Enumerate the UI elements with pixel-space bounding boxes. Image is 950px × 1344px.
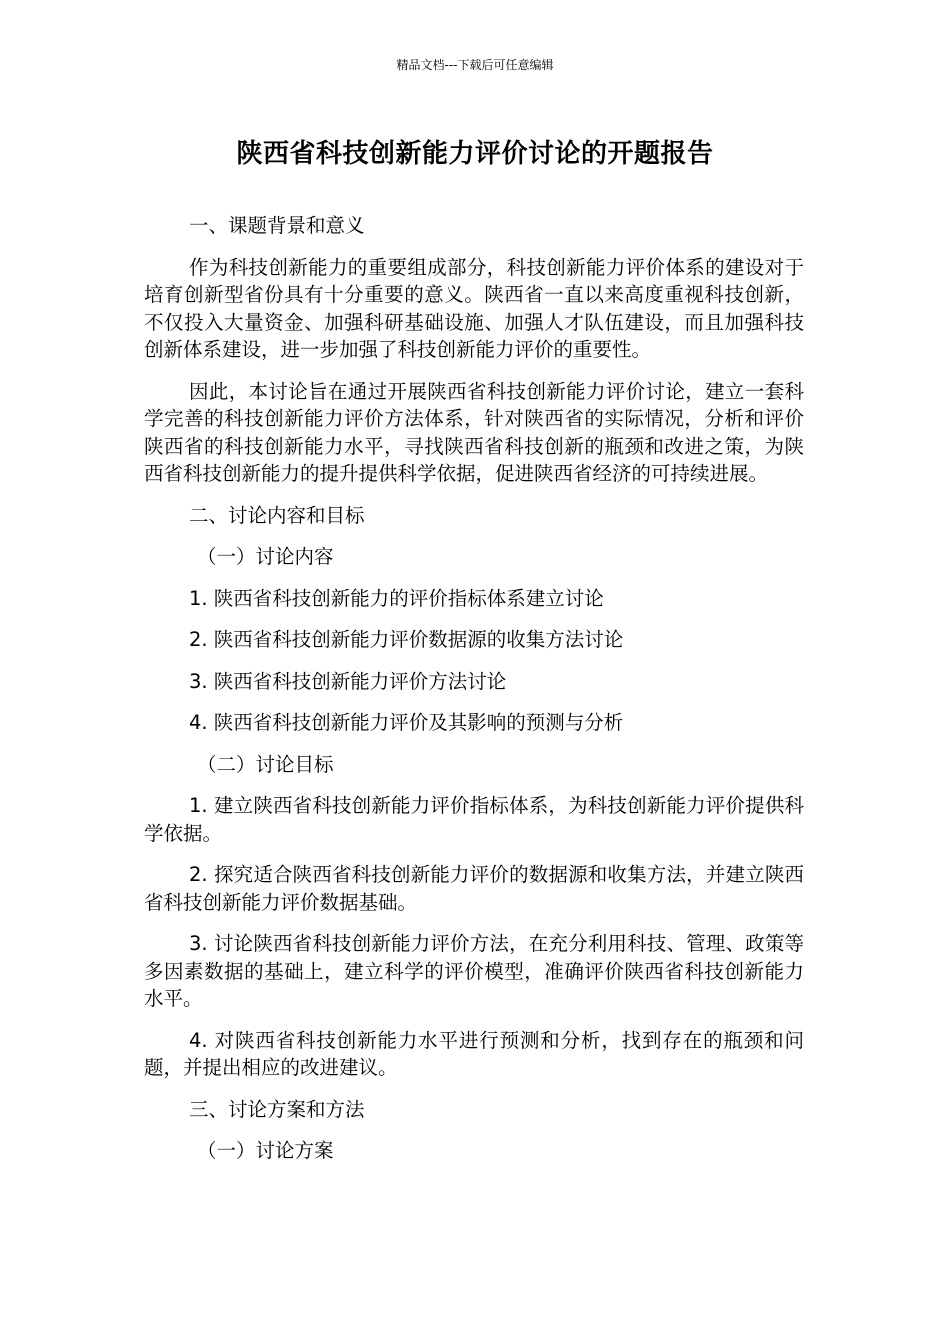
header-note: 精品文档---下载后可任意编辑 xyxy=(396,58,554,72)
section-heading-content-goals: 二、讨论内容和目标 xyxy=(189,503,365,527)
goal-item-1: 1. 建立陕西省科技创新能力评价指标体系，为科技创新能力评价提供科学依据。 xyxy=(144,794,804,845)
paragraph-background-1: 作为科技创新能力的重要组成部分，科技创新能力评价体系的建设对于培育创新型省份具有十分重要的意义。陕西省一直以来高度重视科技创新，不仅投入大量资金、加强科研基础设施、加强人才队伍建设，而且加强科技创新体系建设，进一步加强了科技创新能力评价的重要性。 xyxy=(144,255,804,361)
goal-item-4: 4. 对陕西省科技创新能力水平进行预测和分析，找到存在的瓶颈和问题，并提出相应的改进建议。 xyxy=(144,1028,804,1079)
content-item-3: 3. 陕西省科技创新能力评价方法讨论 xyxy=(189,669,507,693)
paragraph-background-2: 因此，本讨论旨在通过开展陕西省科技创新能力评价讨论，建立一套科学完善的科技创新能力评价方法体系，针对陕西省的实际情况，分析和评价陕西省的科技创新能力水平，寻找陕西省科技创新的瓶颈和改进之策，为陕西省科技创新能力的提升提供科学依据，促进陕西省经济的可持续进展。 xyxy=(144,379,804,485)
content-item-4: 4. 陕西省科技创新能力评价及其影响的预测与分析 xyxy=(189,711,624,734)
section-heading-plan-methods: 三、讨论方案和方法 xyxy=(189,1097,365,1121)
subheading-plan: （一）讨论方案 xyxy=(197,1139,334,1162)
content-item-2: 2. 陕西省科技创新能力评价数据源的收集方法讨论 xyxy=(189,628,624,651)
document-title: 陕西省科技创新能力评价讨论的开题报告 xyxy=(236,139,714,169)
goal-item-3: 3. 讨论陕西省科技创新能力评价方法，在充分利用科技、管理、政策等多因素数据的基础上，建立科学的评价模型，准确评价陕西省科技创新能力水平。 xyxy=(144,932,804,1010)
section-heading-background: 一、课题背景和意义 xyxy=(189,214,365,237)
document-body xyxy=(144,212,804,1179)
subheading-content: （一）讨论内容 xyxy=(197,545,334,568)
subheading-goals: （二）讨论目标 xyxy=(197,752,334,776)
content-item-1: 1. 陕西省科技创新能力的评价指标体系建立讨论 xyxy=(189,586,604,610)
goal-item-2: 2. 探究适合陕西省科技创新能力评价的数据源和收集方法，并建立陕西省科技创新能力评价数据基础。 xyxy=(144,863,804,914)
